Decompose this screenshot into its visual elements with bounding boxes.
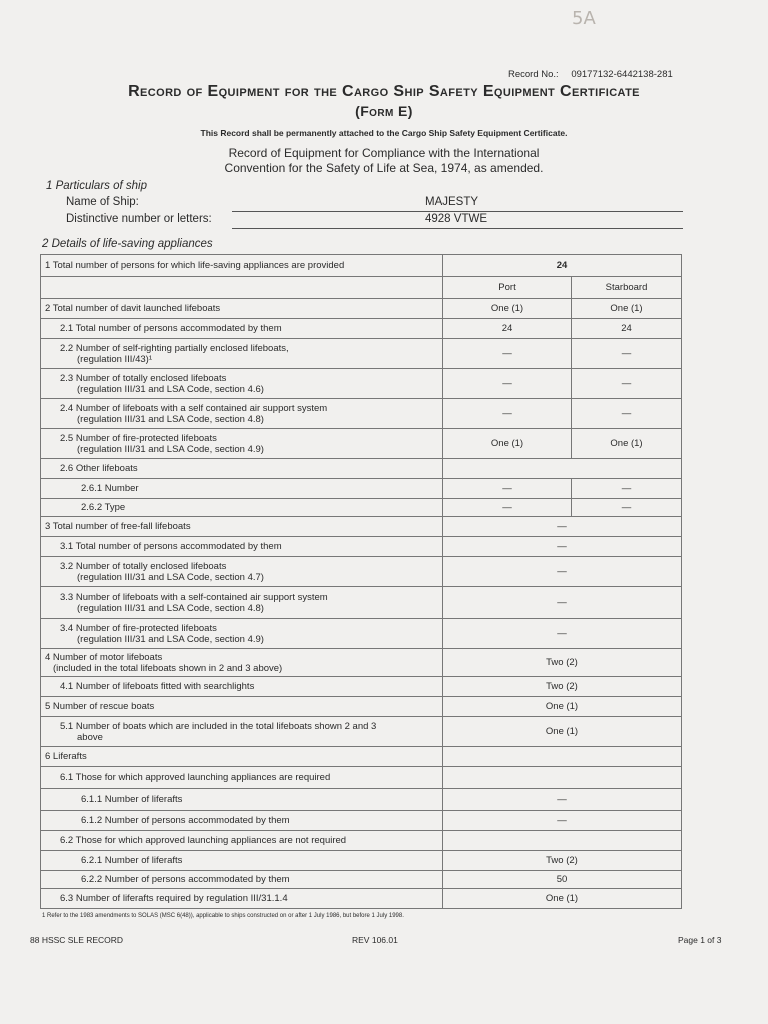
row-label: 6.1.2 Number of persons accommodated by them (41, 811, 443, 831)
row-label-line: 2.2 Number of self-righting partially enclosed lifeboats, (60, 342, 289, 354)
ship-name-label: Name of Ship: (66, 196, 139, 208)
table-row (41, 255, 682, 277)
row-label (41, 557, 443, 587)
footer-revision: REV 106.01 (352, 935, 398, 945)
row-value: 50 (443, 871, 682, 889)
row-label: 6.1 Those for which approved launching appliances are required (41, 767, 443, 789)
row-value: Two (2) (443, 677, 682, 697)
row-value: — (443, 517, 682, 537)
row-value: One (1) (443, 697, 682, 717)
row-label-line: 3.4 Number of fire-protected lifeboats (60, 622, 217, 634)
row-label-line: (regulation III/31 and LSA Code, section 4.9) (77, 443, 264, 455)
table-row (41, 831, 682, 851)
table-row (41, 677, 682, 697)
distinctive-label: Distinctive number or letters: (66, 213, 212, 225)
title-main: Record of Equipment for the Cargo Ship Safety Equipment Certificate (128, 83, 640, 100)
row-label: 6.2.1 Number of liferafts (41, 851, 443, 871)
row-label: 6.1.1 Number of liferafts (41, 789, 443, 811)
row-label-line: (regulation III/31 and LSA Code, section 4.8) (77, 602, 264, 614)
section-1-heading: 1 Particulars of ship (46, 180, 147, 192)
table-header-row (41, 277, 682, 299)
handwritten-mark: 5A (572, 8, 596, 29)
row-label: 2.1 Total number of persons accommodated by them (41, 319, 443, 339)
row-label: 4.1 Number of lifeboats fitted with searchlights (41, 677, 443, 697)
footer-page-number: Page 1 of 3 (678, 935, 722, 945)
port-value: — (443, 339, 572, 369)
header-port: Port (443, 277, 572, 299)
port-value: — (443, 479, 572, 499)
row-label: 2 Total number of davit launched lifeboats (41, 299, 443, 319)
table-row (41, 299, 682, 319)
intro-line-1: Record of Equipment for Compliance with the International (228, 146, 540, 160)
table-row (41, 459, 682, 479)
row-label: 1 Total number of persons for which life-saving appliances are provided (41, 255, 443, 277)
row-blank (443, 459, 682, 479)
table-row (41, 697, 682, 717)
row-label-line: (regulation III/31 and LSA Code, section 4.8) (77, 413, 264, 425)
ship-name-line (232, 211, 683, 212)
record-number (508, 69, 673, 80)
row-value: — (443, 811, 682, 831)
table-row (41, 889, 682, 909)
row-value: — (443, 619, 682, 649)
row-label: 2.6.1 Number (41, 479, 443, 499)
row-label (41, 717, 443, 747)
table-row (41, 871, 682, 889)
row-label: 3.1 Total number of persons accommodated by them (41, 537, 443, 557)
row-label (41, 587, 443, 619)
table-row (41, 399, 682, 429)
row-label-line: (regulation III/31 and LSA Code, section 4.9) (77, 633, 264, 645)
row-value: — (443, 537, 682, 557)
starboard-value: — (572, 479, 682, 499)
row-value: — (443, 789, 682, 811)
table-row (41, 429, 682, 459)
record-number-label: Record No.: (508, 69, 559, 80)
distinctive-value: 4928 VTWE (425, 213, 487, 225)
row-label-line: 4 Number of motor lifeboats (45, 651, 163, 663)
starboard-value: — (572, 399, 682, 429)
port-value: — (443, 499, 572, 517)
table-row (41, 767, 682, 789)
row-value: — (443, 557, 682, 587)
table-row (41, 587, 682, 619)
row-label (41, 649, 443, 677)
table-row (41, 851, 682, 871)
row-label: 6.3 Number of liferafts required by regulation III/31.1.4 (41, 889, 443, 909)
row-value: 24 (443, 255, 682, 277)
row-label (41, 339, 443, 369)
row-label: 2.6.2 Type (41, 499, 443, 517)
distinctive-line (232, 228, 683, 229)
row-value: Two (2) (443, 649, 682, 677)
document-title (0, 83, 768, 119)
row-label-line: (regulation III/43)¹ (77, 353, 152, 365)
intro-line-2: Convention for the Safety of Life at Sea, 1974, as amended. (224, 161, 544, 175)
row-label-line: 5.1 Number of boats which are included in the total lifeboats shown 2 and 3 (60, 720, 377, 732)
row-label-line: 2.3 Number of totally enclosed lifeboats (60, 372, 227, 384)
starboard-value: One (1) (572, 299, 682, 319)
row-value: Two (2) (443, 851, 682, 871)
port-value: — (443, 399, 572, 429)
row-label-line: above (77, 731, 103, 743)
attachment-notice: This Record shall be permanently attached to the Cargo Ship Safety Equipment Certificate. (200, 128, 568, 138)
port-value: 24 (443, 319, 572, 339)
header-starboard: Starboard (572, 277, 682, 299)
row-label-line: 2.4 Number of lifeboats with a self contained air support system (60, 402, 328, 414)
starboard-value: — (572, 499, 682, 517)
table-row (41, 789, 682, 811)
row-label: 3 Total number of free-fall lifeboats (41, 517, 443, 537)
table-row (41, 811, 682, 831)
row-value: — (443, 587, 682, 619)
row-label: 6.2 Those for which approved launching appliances are not required (41, 831, 443, 851)
table-row (41, 747, 682, 767)
row-value: One (1) (443, 889, 682, 909)
table-row (41, 339, 682, 369)
row-value: One (1) (443, 717, 682, 747)
row-blank (443, 767, 682, 789)
port-value: — (443, 369, 572, 399)
row-label: 6 Liferafts (41, 747, 443, 767)
row-label (41, 429, 443, 459)
row-label: 6.2.2 Number of persons accommodated by them (41, 871, 443, 889)
header-blank (41, 277, 443, 299)
life-saving-appliances-table (40, 254, 682, 909)
row-blank (443, 831, 682, 851)
row-label-line: (regulation III/31 and LSA Code, section 4.7) (77, 571, 264, 583)
row-label-line: 3.2 Number of totally enclosed lifeboats (60, 560, 227, 572)
row-label-line: (included in the total lifeboats shown in 2 and 3 above) (53, 662, 283, 674)
intro-text (0, 146, 768, 176)
row-label-line: 2.5 Number of fire-protected lifeboats (60, 432, 217, 444)
row-label-line: 3.3 Number of lifeboats with a self-contained air support system (60, 591, 328, 603)
table-row (41, 557, 682, 587)
starboard-value: One (1) (572, 429, 682, 459)
title-sub: (Form E) (355, 103, 413, 119)
footer-form-id: 88 HSSC SLE RECORD (30, 935, 124, 945)
ship-name-value: MAJESTY (425, 196, 479, 208)
port-value: One (1) (443, 429, 572, 459)
row-label (41, 619, 443, 649)
table-row (41, 537, 682, 557)
table-row (41, 369, 682, 399)
section-2-heading: 2 Details of life-saving appliances (42, 238, 213, 250)
table-row (41, 479, 682, 499)
record-number-value: 09177132-6442138-281 (571, 69, 673, 80)
row-label (41, 399, 443, 429)
footnote: 1 Refer to the 1983 amendments to SOLAS (MSC 6(48)), applicable to ships constructed on or after 1 July 1986, but before 1 July 1998. (42, 913, 404, 919)
table-row (41, 717, 682, 747)
starboard-value: 24 (572, 319, 682, 339)
table-row (41, 499, 682, 517)
starboard-value: — (572, 339, 682, 369)
table-row (41, 319, 682, 339)
port-value: One (1) (443, 299, 572, 319)
starboard-value: — (572, 369, 682, 399)
row-label: 2.6 Other lifeboats (41, 459, 443, 479)
table-row (41, 619, 682, 649)
table-row (41, 517, 682, 537)
table-row (41, 649, 682, 677)
row-label-line: (regulation III/31 and LSA Code, section 4.6) (77, 383, 264, 395)
row-label: 5 Number of rescue boats (41, 697, 443, 717)
row-label (41, 369, 443, 399)
row-blank (443, 747, 682, 767)
